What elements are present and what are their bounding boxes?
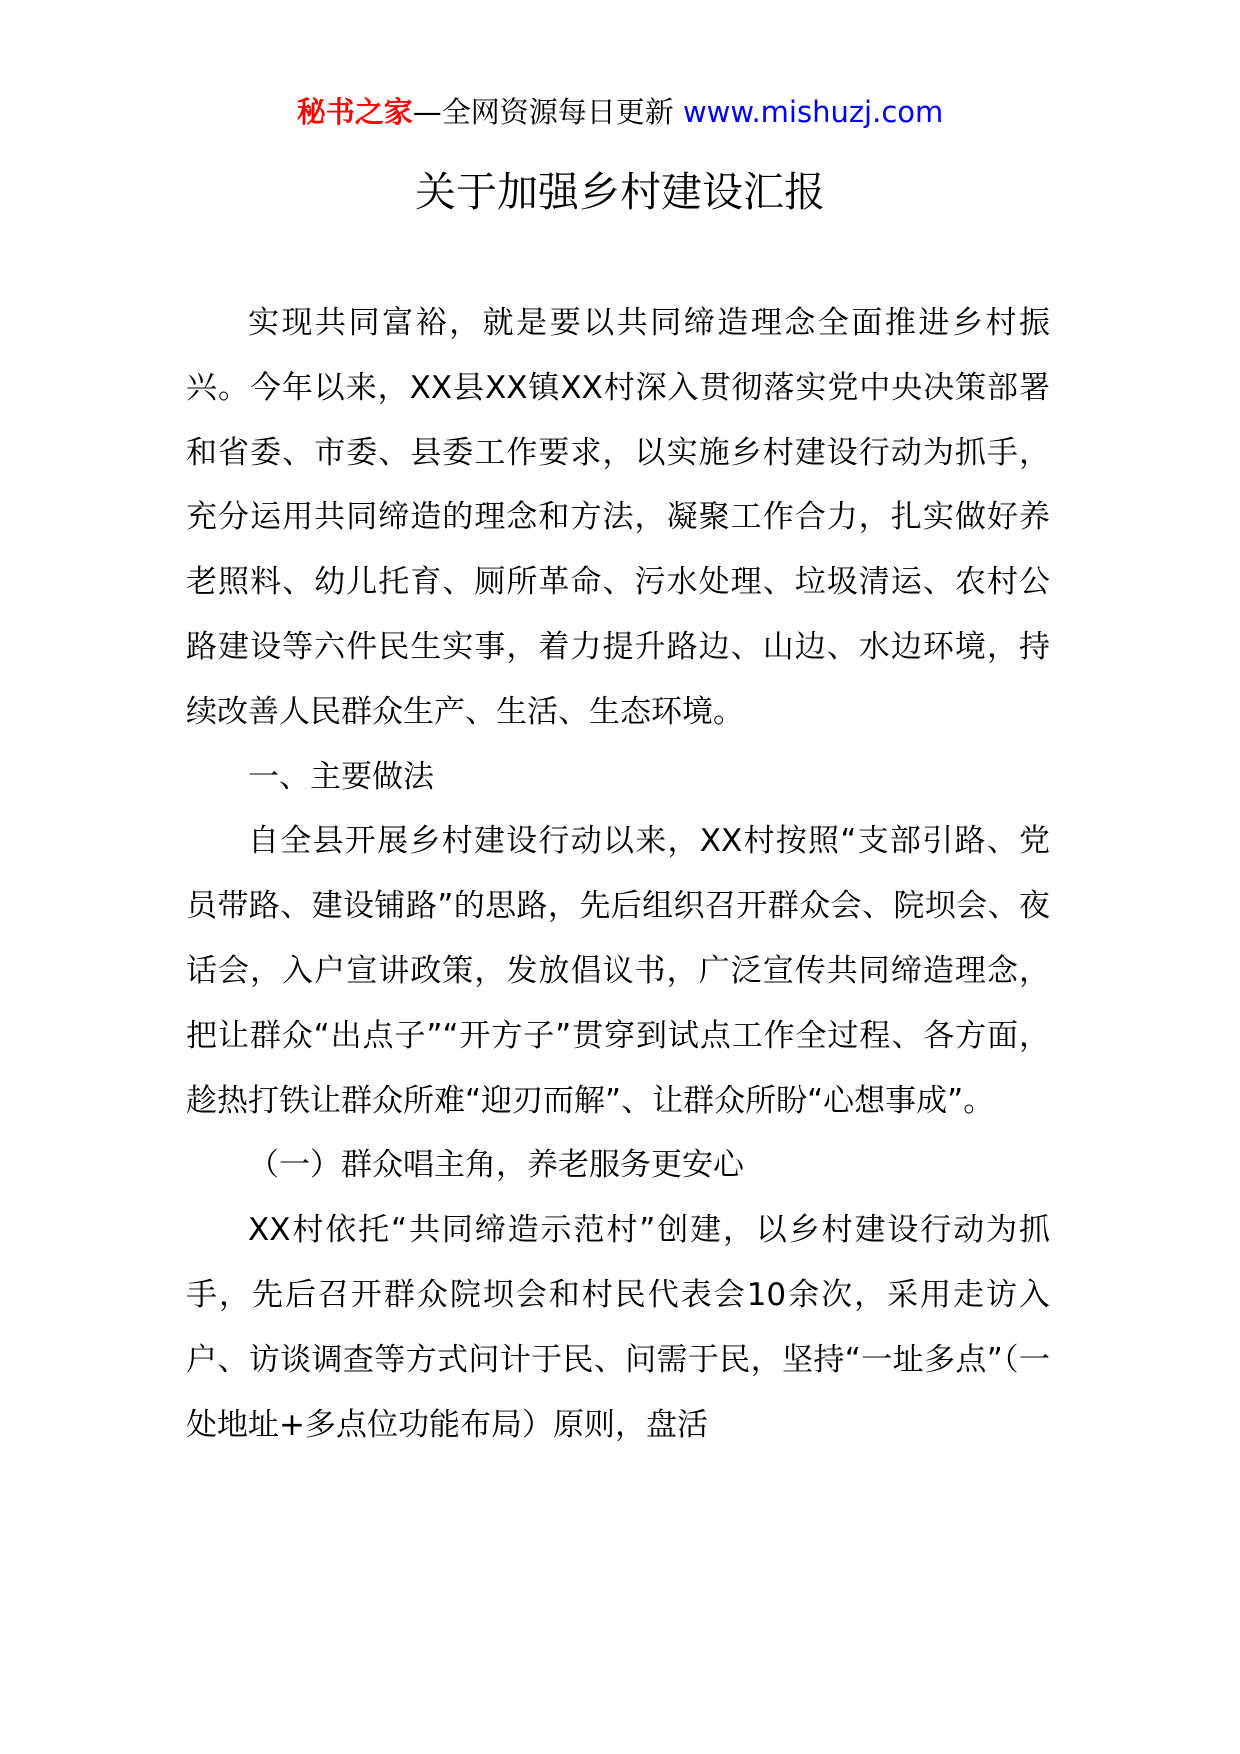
paragraph-intro: 实现共同富裕，就是要以共同缔造理念全面推进乡村振兴。今年以来，XX县XX镇XX村深入贯彻落实党中央决策部署和省委、市委、县委工作要求，以实施乡村建设行动为抓手，充分运用共同缔造的理念和方法，凝聚工作合力，扎实做好养老照料、幼儿托育、厕所革命、污水处理、垃圾清运、农村公路建设等六件民生实事，着力提升路边、山边、水边环境，持续改善人民群众生产、生活、生态环境。 [186, 305, 1050, 730]
document-body [186, 291, 1050, 1457]
banner-tagline: —全网资源每日更新 [412, 95, 674, 129]
section-heading-main-practices: 一、主要做法 [248, 758, 434, 795]
subsection-heading-elderly-care: （一）群众唱主角，养老服务更安心 [248, 1147, 744, 1184]
banner-brand: 秘书之家 [296, 95, 413, 129]
site-banner [0, 92, 1240, 132]
paragraph-elderly-care: XX村依托“共同缔造示范村”创建，以乡村建设行动为抓手，先后召开群众院坝会和村民代表会10余次，采用走访入户、访谈调查等方式问计于民、问需于民，坚持“一址多点”（一处地址+多点位功能布局）原则，盘活 [186, 1212, 1050, 1443]
document-title: 关于加强乡村建设汇报 [415, 168, 825, 216]
banner-url-link[interactable]: www.mishuzj.com [682, 95, 944, 129]
paragraph-practices: 自全县开展乡村建设行动以来，XX村按照“支部引路、党员带路、建设铺路”的思路，先后组织召开群众会、院坝会、夜话会，入户宣讲政策，发放倡议书，广泛宣传共同缔造理念，把让群众“出点子”“开方子”贯穿到试点工作全过程、各方面，趁热打铁让群众所难“迎刃而解”、让群众所盼“心想事成”。 [186, 823, 1050, 1119]
